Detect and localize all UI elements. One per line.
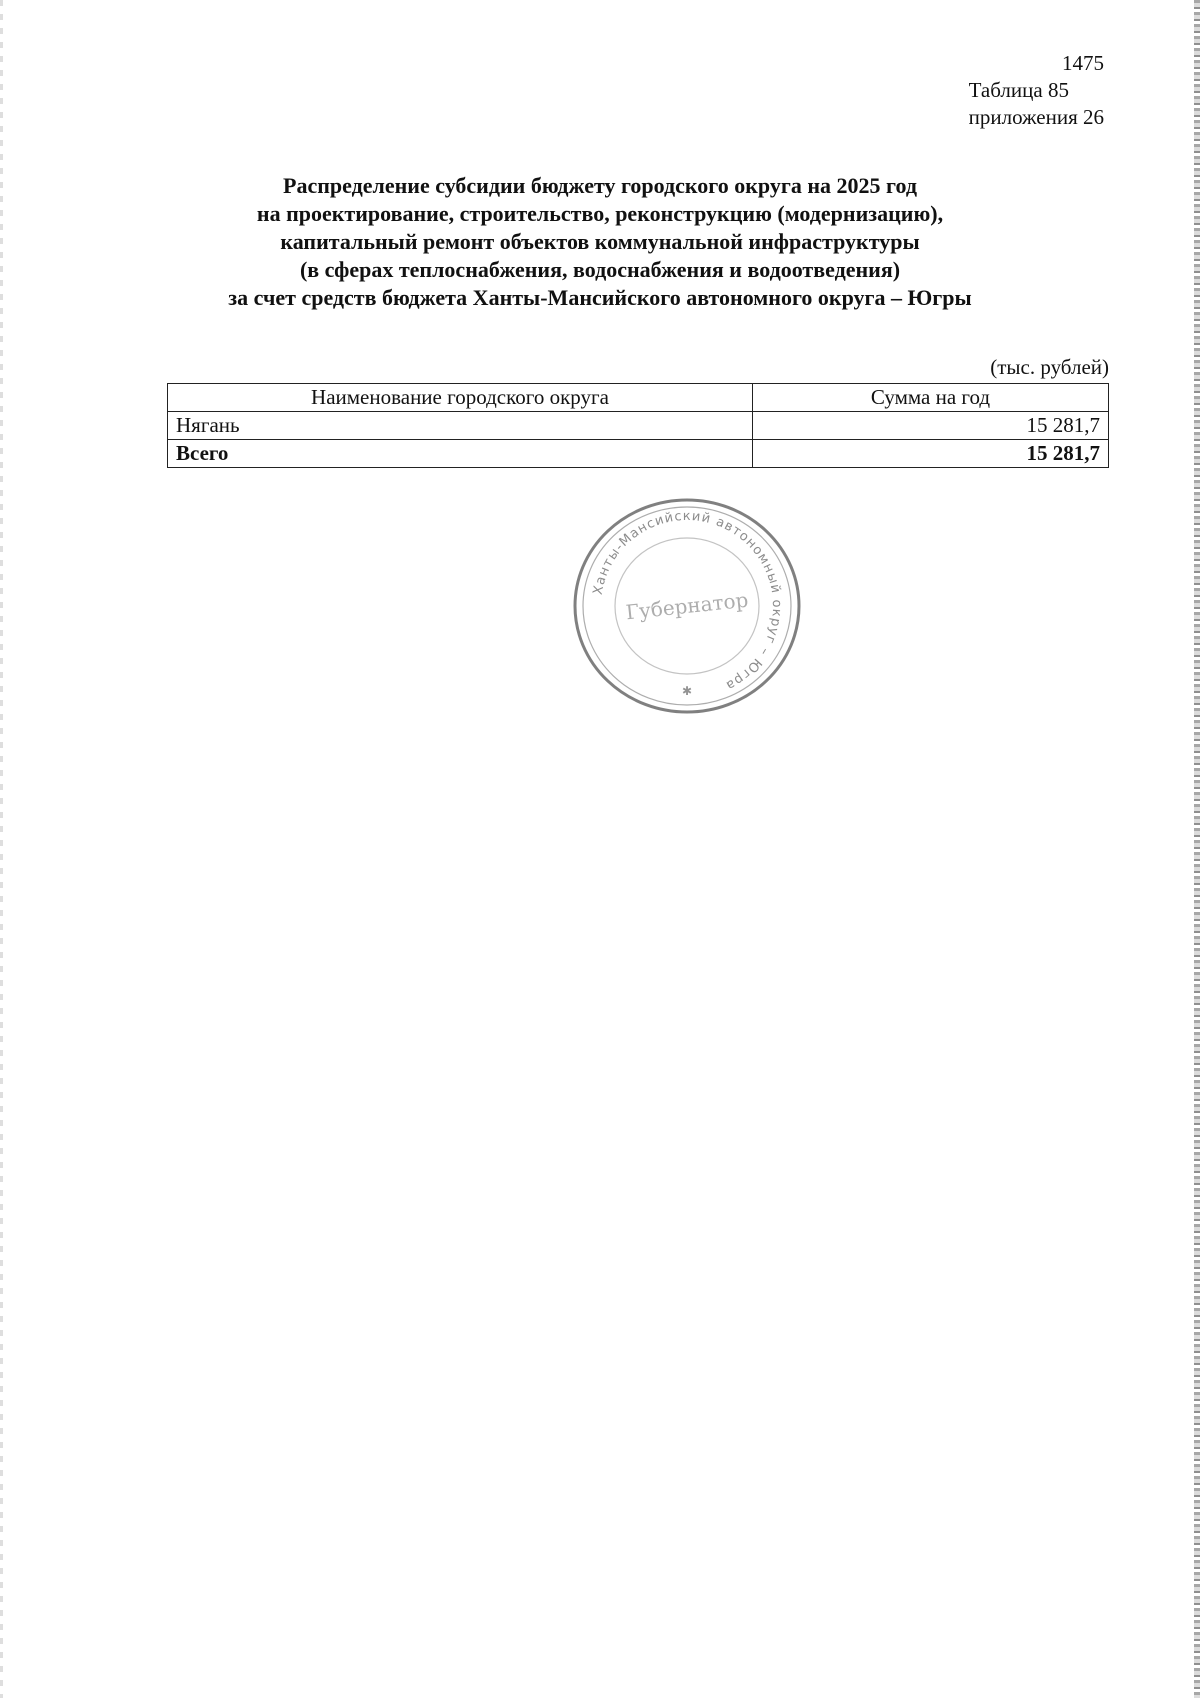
table-row [168, 412, 1109, 440]
table-reference: Таблица 85 [968, 78, 1069, 102]
district-name-cell: Нягань [168, 412, 753, 440]
table-header-row [168, 384, 1109, 412]
seal-center-text: Губернатор [624, 587, 750, 625]
column-header-name: Наименование городского округа [168, 384, 753, 412]
total-label-cell: Всего [168, 440, 753, 468]
total-amount-cell: 15 281,7 [753, 440, 1109, 468]
subsidy-table [167, 383, 1109, 468]
document-reference [969, 50, 1104, 131]
amount-cell: 15 281,7 [753, 412, 1109, 440]
unit-label: (тыс. рублей) [990, 355, 1109, 379]
page-number: 1475 [1062, 51, 1104, 75]
title-line: (в сферах теплоснабжения, водоснабжения и водоотведения) [299, 257, 901, 282]
scan-edge-right [1194, 0, 1200, 1698]
column-header-amount: Сумма на год [753, 384, 1109, 412]
seal-star-icon: ✱ [681, 684, 693, 698]
official-seal [570, 495, 804, 717]
annex-reference: приложения 26 [968, 105, 1104, 129]
title-line: капитальный ремонт объектов коммунальной инфраструктуры [280, 229, 920, 254]
seal-ring-text: Ханты-Мансийский автономный округ – Югра [590, 508, 785, 694]
title-line: на проектирование, строительство, реконструкцию (модернизацию), [256, 201, 944, 226]
title-line: Распределение субсидии бюджету городского округа на 2025 год [283, 173, 917, 198]
document-title [150, 172, 1050, 312]
total-row [168, 440, 1109, 468]
title-line: за счет средств бюджета Ханты-Мансийского автономного округа – Югры [228, 285, 972, 310]
scan-edge-left [0, 0, 3, 1698]
